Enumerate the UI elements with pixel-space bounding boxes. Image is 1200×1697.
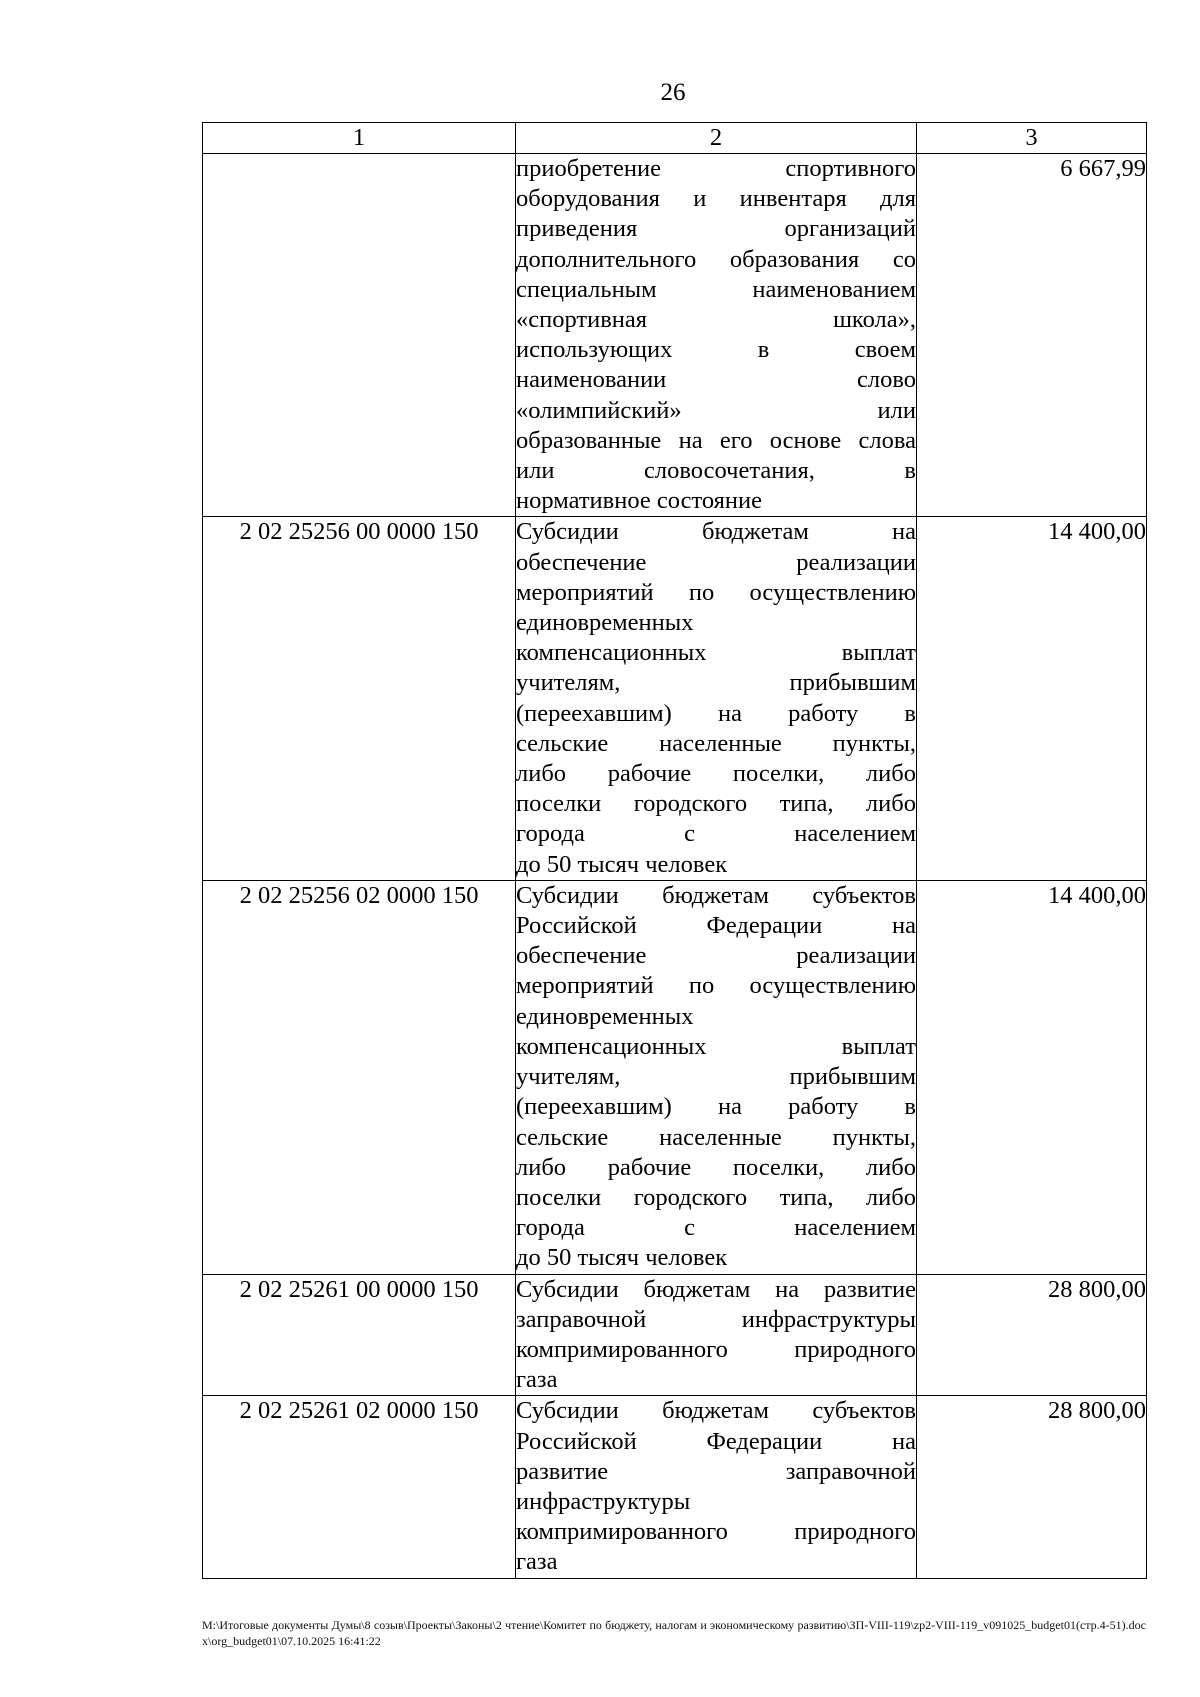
budget-table	[202, 122, 1147, 1579]
table-row	[203, 517, 1147, 880]
description-line: (переехавшим) на работу в	[516, 1093, 916, 1121]
description-line: инфраструктуры	[516, 1487, 691, 1515]
description-line: нормативное состояние	[516, 487, 763, 515]
description-line: обеспечение реализации	[516, 942, 916, 970]
description-line: «олимпийский» или	[516, 396, 916, 424]
description-line: развитие заправочной	[516, 1457, 916, 1485]
description-line: либо рабочие поселки, либо	[516, 1153, 916, 1181]
description-line: компримированного природного	[516, 1335, 916, 1363]
description-line: Субсидии бюджетам на развитие	[516, 1275, 916, 1303]
description-line: учителям, прибывшим	[516, 669, 916, 697]
description-line: либо рабочие поселки, либо	[516, 760, 916, 788]
table-row	[203, 880, 1147, 1274]
description-line: дополнительного образования со	[516, 245, 916, 273]
description-line: компримированного природного	[516, 1518, 916, 1546]
budget-code-cell: 2 02 25256 00 0000 150	[203, 517, 516, 880]
description-line: Российской Федерации на	[516, 1427, 916, 1455]
description-line: оборудования и инвентаря для	[516, 185, 916, 213]
budget-code-cell: 2 02 25261 00 0000 150	[203, 1274, 516, 1396]
description-cell	[516, 517, 917, 880]
description-line: компенсационных выплат	[516, 1032, 916, 1060]
amount-cell: 6 667,99	[917, 154, 1147, 517]
description-line: города с населением	[516, 1214, 916, 1242]
description-line: Субсидии бюджетам на	[516, 518, 916, 546]
description-line: газа	[516, 1548, 558, 1576]
description-line: приобретение спортивного	[516, 155, 916, 182]
document-file-path: M:\Итоговые документы Думы\8 созыв\Проекты\Законы\2 чтение\Комитет по бюджету, налогам и экономическому развитию\ЗП-VIII-119\zp2-VIII-119_v091025_budget01(стр.4-51).docx\org_budget01\07.10.2025 16:41:22	[202, 1618, 1146, 1648]
description-cell	[516, 1274, 917, 1396]
header-col-2: 2	[516, 123, 917, 154]
description-line: «спортивная школа»,	[516, 306, 916, 334]
description-line: до 50 тысяч человек	[516, 850, 728, 878]
amount-cell: 14 400,00	[917, 517, 1147, 880]
description-line: поселки городского типа, либо	[516, 790, 916, 818]
description-line: газа	[516, 1366, 558, 1394]
amount-cell: 28 800,00	[917, 1396, 1147, 1578]
description-line: сельские населенные пункты,	[516, 1123, 916, 1151]
table-body	[203, 154, 1147, 1579]
description-line: мероприятий по осуществлению	[516, 972, 916, 1000]
table-header	[203, 123, 1147, 154]
description-line: сельские населенные пункты,	[516, 729, 916, 757]
budget-code-cell: 2 02 25261 02 0000 150	[203, 1396, 516, 1578]
description-line: (переехавшим) на работу в	[516, 699, 916, 727]
description-line: заправочной инфраструктуры	[516, 1305, 916, 1333]
amount-cell: 14 400,00	[917, 880, 1147, 1274]
description-line: Российской Федерации на	[516, 912, 916, 940]
description-line: учителям, прибывшим	[516, 1063, 916, 1091]
page-number: 26	[660, 79, 686, 106]
description-line: обеспечение реализации	[516, 548, 916, 576]
description-line: наименовании слово	[516, 366, 916, 394]
description-line: мероприятий по осуществлению	[516, 578, 916, 606]
amount-cell: 28 800,00	[917, 1274, 1147, 1396]
description-cell	[516, 1396, 917, 1578]
description-line: единовременных	[516, 1002, 694, 1030]
description-line: до 50 тысяч человек	[516, 1244, 728, 1272]
table-row	[203, 154, 1147, 517]
budget-code-cell	[203, 154, 516, 517]
description-line: Субсидии бюджетам субъектов	[516, 881, 916, 909]
header-col-3: 3	[917, 123, 1147, 154]
description-cell	[516, 154, 917, 517]
description-line: приведения организаций	[516, 215, 916, 243]
table-row	[203, 1396, 1147, 1578]
header-row	[203, 123, 1147, 154]
header-col-1: 1	[203, 123, 516, 154]
description-line: Субсидии бюджетам субъектов	[516, 1397, 916, 1425]
table-row	[203, 1274, 1147, 1396]
description-line: использующих в своем	[516, 336, 916, 364]
description-line: или словосочетания, в	[516, 457, 916, 485]
description-line: города с населением	[516, 820, 916, 848]
budget-code-cell: 2 02 25256 02 0000 150	[203, 880, 516, 1274]
description-line: образованные на его основе слова	[516, 426, 916, 454]
description-cell	[516, 880, 917, 1274]
description-line: поселки городского типа, либо	[516, 1183, 916, 1211]
description-line: специальным наименованием	[516, 275, 916, 303]
description-line: единовременных	[516, 609, 694, 637]
description-line: компенсационных выплат	[516, 639, 916, 667]
